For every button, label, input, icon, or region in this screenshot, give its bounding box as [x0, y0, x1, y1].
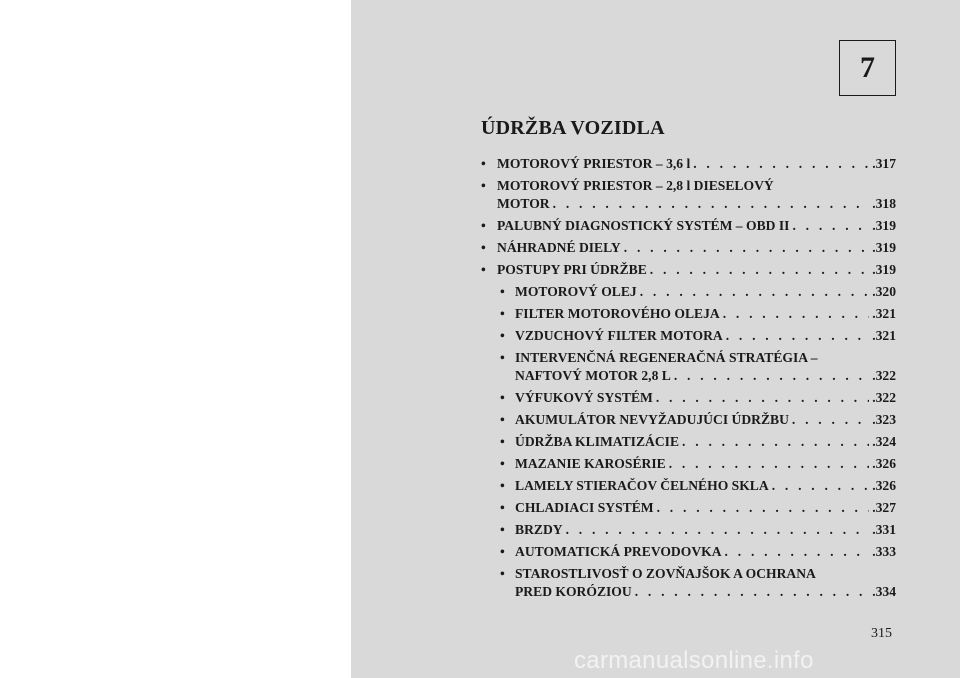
toc-entry-page: .317 — [872, 156, 896, 171]
toc-entry-page: .322 — [872, 368, 896, 383]
toc-entry-page: .319 — [872, 240, 896, 255]
dot-leader — [674, 367, 869, 385]
dot-leader — [657, 499, 870, 517]
dot-leader — [723, 305, 870, 323]
toc-entry-title: • AUTOMATICKÁ PREVODOVKA — [515, 544, 722, 559]
toc-entry-title: • AKUMULÁTOR NEVYŽADUJÚCI ÚDRŽBU — [515, 412, 789, 427]
dot-leader — [640, 283, 869, 301]
chapter-number-box — [839, 40, 896, 96]
toc-entry-title: • POSTUPY PRI ÚDRŽBE — [497, 262, 647, 277]
toc-entry-line — [515, 283, 896, 301]
toc-entry[interactable] — [481, 521, 896, 539]
toc-entry[interactable] — [481, 433, 896, 451]
toc-entry-title: • NÁHRADNÉ DIELY — [497, 240, 621, 255]
toc-entry-line — [515, 433, 896, 451]
toc-entry-line — [515, 367, 896, 385]
toc-entry-title: PRED KORÓZIOU — [515, 584, 632, 599]
toc-entry[interactable] — [481, 389, 896, 407]
toc-entry-title: MOTOR — [497, 196, 550, 211]
toc-entry-line — [515, 411, 896, 429]
toc-entry-title: • LAMELY STIERAČOV ČELNÉHO SKLA — [515, 478, 769, 493]
toc-entry-line — [515, 583, 896, 601]
toc-entry[interactable] — [481, 177, 896, 213]
toc-entry-title: • PALUBNÝ DIAGNOSTICKÝ SYSTÉM – OBD II — [497, 218, 790, 233]
dot-leader — [566, 521, 870, 539]
watermark: carmanualsonline.info — [574, 647, 814, 674]
toc-entry[interactable] — [481, 499, 896, 517]
toc-entry[interactable] — [481, 305, 896, 323]
toc-entry-line — [515, 327, 896, 345]
toc-entry-page: .321 — [872, 306, 896, 321]
dot-leader — [792, 217, 869, 235]
chapter-number: 7 — [860, 51, 875, 84]
toc-entry[interactable] — [481, 543, 896, 561]
toc-entry-title: • VÝFUKOVÝ SYSTÉM — [515, 390, 653, 405]
toc-entry-line — [515, 455, 896, 473]
toc-entry-title: NAFTOVÝ MOTOR 2,8 L — [515, 368, 671, 383]
toc-entry-line — [515, 389, 896, 407]
toc-entry-page: .318 — [872, 196, 896, 211]
toc-entry-title: • BRZDY — [515, 522, 563, 537]
toc-entry-page: .321 — [872, 328, 896, 343]
toc-entry-page: .334 — [872, 584, 896, 599]
toc-entry-title: • STAROSTLIVOSŤ O ZOVŇAJŠOK A OCHRANA — [515, 566, 816, 581]
dot-leader — [693, 155, 869, 173]
toc-entry-line — [497, 239, 896, 257]
toc-entry-title: • MOTOROVÝ PRIESTOR – 2,8 l DIESELOVÝ — [497, 178, 774, 193]
toc-entry-title: • ÚDRŽBA KLIMATIZÁCIE — [515, 434, 680, 449]
toc-entry-line — [497, 261, 896, 279]
table-of-contents — [481, 155, 896, 605]
dot-leader — [792, 411, 869, 429]
toc-entry-page: .323 — [872, 412, 896, 427]
toc-entry-title: • CHLADIACI SYSTÉM — [515, 500, 654, 515]
toc-entry[interactable] — [481, 349, 896, 385]
toc-entry-line — [497, 195, 896, 213]
toc-entry-line — [515, 349, 896, 367]
dot-leader — [726, 327, 869, 345]
toc-entry-line — [515, 499, 896, 517]
toc-entry-line — [497, 217, 896, 235]
toc-entry[interactable] — [481, 455, 896, 473]
dot-leader — [725, 543, 870, 561]
toc-entry-page: .319 — [872, 262, 896, 277]
toc-entry-page: .319 — [872, 218, 896, 233]
toc-entry[interactable] — [481, 261, 896, 279]
toc-entry-page: .333 — [872, 544, 896, 559]
dot-leader — [772, 477, 870, 495]
toc-entry-title: • MAZANIE KAROSÉRIE — [515, 456, 666, 471]
toc-entry-line — [497, 177, 896, 195]
toc-entry-page: .326 — [872, 456, 896, 471]
toc-entry-title: • MOTOROVÝ PRIESTOR – 3,6 l — [497, 156, 691, 171]
toc-entry-title: • MOTOROVÝ OLEJ — [515, 284, 637, 299]
toc-entry-line — [515, 521, 896, 539]
toc-entry-title: • INTERVENČNÁ REGENERAČNÁ STRATÉGIA – — [515, 350, 818, 365]
toc-entry-page: .320 — [872, 284, 896, 299]
toc-entry[interactable] — [481, 565, 896, 601]
section-title: ÚDRŽBA VOZIDLA — [481, 117, 665, 139]
toc-entry-page: .331 — [872, 522, 896, 537]
dot-leader — [635, 583, 870, 601]
dot-leader — [624, 239, 869, 257]
toc-entry-line — [515, 305, 896, 323]
toc-entry-line — [515, 565, 896, 583]
toc-entry-line — [515, 543, 896, 561]
page-number: 315 — [871, 626, 892, 641]
toc-entry[interactable] — [481, 155, 896, 173]
toc-entry[interactable] — [481, 411, 896, 429]
toc-entry-page: .327 — [872, 500, 896, 515]
dot-leader — [669, 455, 870, 473]
toc-entry-title: • VZDUCHOVÝ FILTER MOTORA — [515, 328, 723, 343]
toc-entry[interactable] — [481, 327, 896, 345]
dot-leader — [656, 389, 869, 407]
toc-entry-line — [497, 155, 896, 173]
toc-entry[interactable] — [481, 283, 896, 301]
toc-entry-page: .322 — [872, 390, 896, 405]
toc-entry[interactable] — [481, 239, 896, 257]
dot-leader — [650, 261, 869, 279]
toc-entry[interactable] — [481, 217, 896, 235]
toc-entry-line — [515, 477, 896, 495]
toc-entry-page: .324 — [872, 434, 896, 449]
toc-entry[interactable] — [481, 477, 896, 495]
dot-leader — [682, 433, 869, 451]
toc-entry-title: • FILTER MOTOROVÉHO OLEJA — [515, 306, 720, 321]
toc-entry-page: .326 — [872, 478, 896, 493]
dot-leader — [553, 195, 870, 213]
